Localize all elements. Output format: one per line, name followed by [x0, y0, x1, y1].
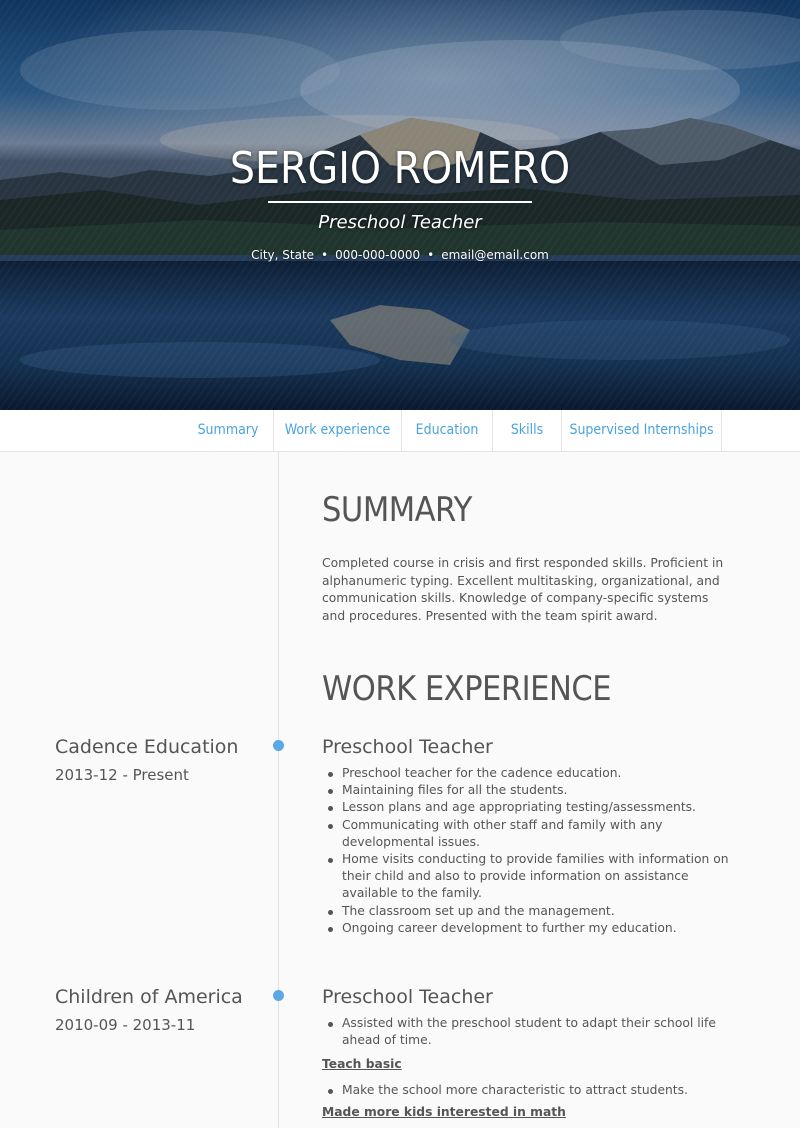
- job-company: Cadence Education: [55, 736, 239, 758]
- mountain-lake-background-image: [0, 0, 800, 410]
- contact-location: City, State: [251, 248, 315, 262]
- subsection-heading: Teach basic: [322, 1057, 402, 1071]
- summary-heading: SUMMARY: [322, 490, 472, 530]
- job-title: Preschool Teacher: [322, 986, 493, 1008]
- nav-item-supervised-internships[interactable]: Supervised Internships: [562, 410, 722, 451]
- timeline-dot: [273, 740, 284, 751]
- contact-line: [0, 248, 800, 262]
- job-bullets: [342, 765, 742, 937]
- list-item: Communicating with other staff and family with any developmental issues.: [342, 817, 742, 851]
- job-dates: 2010-09 - 2013-11: [55, 1016, 196, 1034]
- job-bullets: [342, 1015, 742, 1049]
- section-nav: [0, 410, 800, 452]
- hero-banner: [0, 0, 800, 410]
- list-item: Preschool teacher for the cadence education.: [342, 765, 742, 782]
- timeline-line: [278, 452, 279, 1128]
- contact-email: email@email.com: [441, 248, 549, 262]
- candidate-name: SERGIO ROMERO: [229, 143, 571, 194]
- list-item: The classroom set up and the management.: [342, 903, 742, 920]
- timeline-dot: [273, 990, 284, 1001]
- list-item: Make the school more characteristic to attract students.: [342, 1082, 742, 1099]
- nav-item-work-experience[interactable]: Work experience: [274, 410, 402, 451]
- list-item: Assisted with the preschool student to adapt their school life ahead of time.: [342, 1015, 742, 1049]
- nav-item-skills[interactable]: Skills: [493, 410, 562, 451]
- work-experience-heading: WORK EXPERIENCE: [322, 669, 612, 709]
- job-dates: 2013-12 - Present: [55, 766, 189, 784]
- nav-item-summary[interactable]: Summary: [183, 410, 274, 451]
- job-title: Preschool Teacher: [322, 736, 493, 758]
- job-company: Children of America: [55, 986, 243, 1008]
- candidate-title: Preschool Teacher: [318, 212, 482, 233]
- summary-text: Completed course in crisis and first responded skills. Proficient in alphanumeric typing. Excellent multitasking, organizational, and communication skills. Knowledge of company-specific systems and procedures. Presented with the team spirit award.: [322, 556, 724, 623]
- list-item: Maintaining files for all the students.: [342, 782, 742, 799]
- list-item: Lesson plans and age appropriating testing/assessments.: [342, 799, 742, 816]
- subsection-bullets: [342, 1082, 742, 1099]
- name-divider: [268, 201, 532, 203]
- nav-item-education[interactable]: Education: [402, 410, 493, 451]
- contact-separator: •: [427, 248, 435, 262]
- list-item: Ongoing career development to further my education.: [342, 920, 742, 937]
- contact-separator: •: [321, 248, 329, 262]
- list-item: Home visits conducting to provide families with information on their child and also to provide information on assistance available to the family.: [342, 851, 742, 903]
- subsection-heading: Made more kids interested in math: [322, 1105, 566, 1119]
- contact-phone: 000-000-0000: [335, 248, 421, 262]
